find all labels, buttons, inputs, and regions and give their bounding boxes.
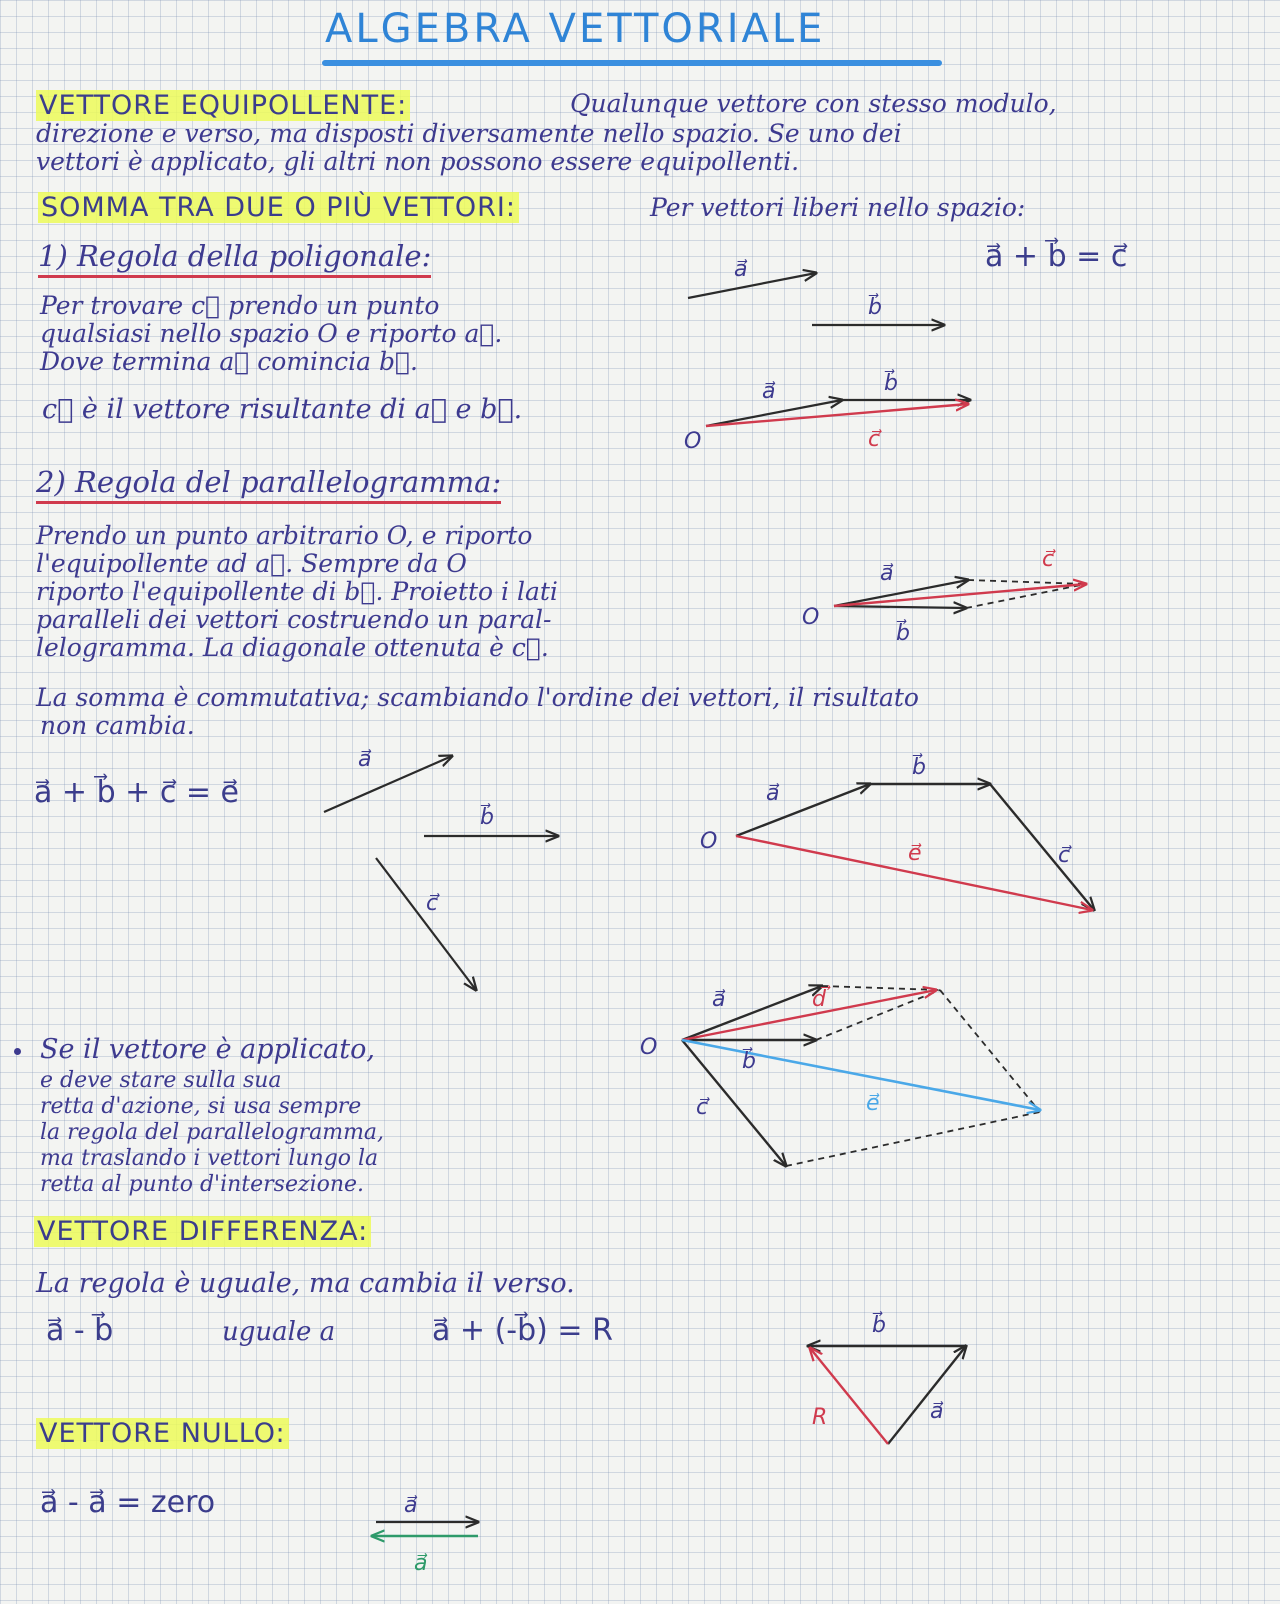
label-d-app: d⃗ (812, 987, 826, 1012)
label-a-app: a⃗ (712, 987, 726, 1012)
poligonale-line-1: Per trovare c⃗ prendo un punto (40, 291, 440, 320)
label-b-poly: b⃗ (912, 755, 926, 780)
label-c-free-3: c⃗ (426, 891, 439, 916)
equipollente-line-1: Qualunque vettore con stesso modulo, (570, 89, 1057, 118)
vector-a-free-3 (324, 756, 452, 812)
vector-a-free (688, 273, 816, 298)
applicato-line-2: e deve stare sulla sua (40, 1068, 282, 1093)
heading-differenza: VETTORE DIFFERENZA: (34, 1216, 371, 1247)
projection-3 (822, 986, 940, 990)
vector-c-sum (706, 404, 968, 426)
label-e-app: e⃗ (866, 1091, 880, 1116)
differenza-diagram (808, 1311, 966, 1444)
heading-parallelogramma: 2) Regola del parallelogramma: (36, 466, 501, 499)
commutativa-free-vectors (324, 747, 558, 990)
label-b-app: b⃗ (742, 1049, 756, 1074)
label-minus-a-null: a⃗ (414, 1551, 428, 1576)
somma-formula: a⃗ + b⃗ = c⃗ (985, 239, 1128, 274)
label-e-poly: e⃗ (908, 841, 922, 866)
commutativa-formula: a⃗ + b⃗ + c⃗ = e⃗ (34, 775, 240, 810)
parallelogramma-line-1: Prendo un punto arbitrario O, e riporto (36, 521, 533, 550)
projection-1 (968, 580, 1086, 584)
differenza-formula-left: a⃗ - b⃗ (46, 1313, 114, 1348)
projection-4 (816, 990, 940, 1040)
heading-equipollente: VETTORE EQUIPOLLENTE: (36, 90, 410, 121)
parallelogramma-diagram (802, 547, 1086, 646)
parallelogramma-line-2: l'equipollente ad a⃗. Sempre da O (36, 549, 467, 578)
nullo-diagram (372, 1493, 478, 1576)
commutativa-line-1: La somma è commutativa; scambiando l'ordine dei vettori, il risultato (36, 683, 919, 712)
vector-b-para (834, 606, 966, 608)
equipollente-line-2: direzione e verso, ma disposti diversamente nello spazio. Se uno dei (36, 119, 902, 148)
poligonale-result: c⃗ è il vettore risultante di a⃗ e b⃗. (42, 394, 523, 425)
applicato-diagram (640, 985, 1040, 1166)
differenza-formula-right: a⃗ + (-b⃗) = R (432, 1313, 613, 1348)
label-b-sum: b⃗ (884, 371, 898, 396)
nullo-formula: a⃗ - a⃗ = zero (40, 1485, 216, 1520)
label-origin-1: O (684, 429, 702, 454)
vector-e-app (682, 1040, 1040, 1110)
applicato-line-1: Se il vettore è applicato, (40, 1034, 375, 1065)
label-c-para: c⃗ (1042, 547, 1055, 572)
applicato-line-3: retta d'azione, si usa sempre (40, 1094, 362, 1119)
label-a-poly: a⃗ (766, 781, 780, 806)
label-R-diff: R (812, 1405, 828, 1430)
poligonale-sum-diagram (684, 369, 970, 454)
vector-a-para (834, 580, 968, 606)
commutativa-line-2: non cambia. (40, 711, 195, 740)
projection-6 (786, 1112, 1040, 1166)
parallelogramma-line-4: paralleli dei vettori costruendo un paral- (36, 605, 552, 634)
label-a-diff: a⃗ (930, 1399, 944, 1424)
label-c-poly: c⃗ (1058, 843, 1071, 868)
somma-intro: Per vettori liberi nello spazio: (650, 193, 1026, 222)
differenza-formula-mid: uguale a (222, 1317, 336, 1347)
label-b-free-3: b⃗ (480, 805, 494, 830)
heading-nullo: VETTORE NULLO: (36, 1418, 289, 1449)
heading-somma: SOMMA TRA DUE O PIÙ VETTORI: (38, 192, 519, 223)
vector-a-poly (736, 784, 870, 836)
applicato-line-6: retta al punto d'intersezione. (40, 1172, 365, 1197)
label-origin-2: O (802, 605, 820, 630)
poligonale-free-vectors (688, 257, 944, 325)
parallelogramma-line-3: riporto l'equipollente di b⃗. Proietto i lati (36, 577, 558, 606)
applicato-line-5: ma traslando i vettori lungo la (40, 1146, 379, 1171)
vector-c-para (834, 584, 1086, 606)
label-b-free: b⃗ (868, 295, 882, 320)
equipollente-line-3: vettori è applicato, gli altri non possono essere equipollenti. (36, 147, 800, 176)
differenza-line: La regola è uguale, ma cambia il verso. (36, 1268, 575, 1299)
label-origin-3: O (700, 829, 718, 854)
parallelogramma-line-5: lelogramma. La diagonale ottenuta è c⃗. (36, 633, 549, 662)
label-a-para: a⃗ (880, 561, 894, 586)
poligonale-line-2: qualsiasi nello spazio O e riporto a⃗. (40, 319, 503, 348)
applicato-line-4: la regola del parallelogramma, (40, 1120, 385, 1145)
label-c-app: c⃗ (696, 1095, 709, 1120)
heading-poligonale: 1) Regola della poligonale: (38, 240, 431, 273)
label-a-free-3: a⃗ (358, 747, 372, 772)
label-a-free: a⃗ (734, 257, 748, 282)
vector-a-diff (888, 1346, 966, 1444)
vector-a-app (682, 986, 822, 1040)
label-a-sum: a⃗ (762, 379, 776, 404)
label-b-diff: b⃗ (872, 1313, 886, 1338)
label-b-para: b⃗ (896, 621, 910, 646)
label-c-sum: c⃗ (868, 427, 881, 452)
commutativa-polygon (700, 753, 1094, 910)
label-a-null: a⃗ (404, 1493, 418, 1518)
poligonale-line-3: Dove termina a⃗ comincia b⃗. (40, 347, 418, 376)
page-title: ALGEBRA VETTORIALE (325, 6, 826, 52)
projection-2 (966, 584, 1086, 608)
label-origin-4: O (640, 1035, 658, 1060)
vector-c-free-3 (376, 858, 476, 990)
